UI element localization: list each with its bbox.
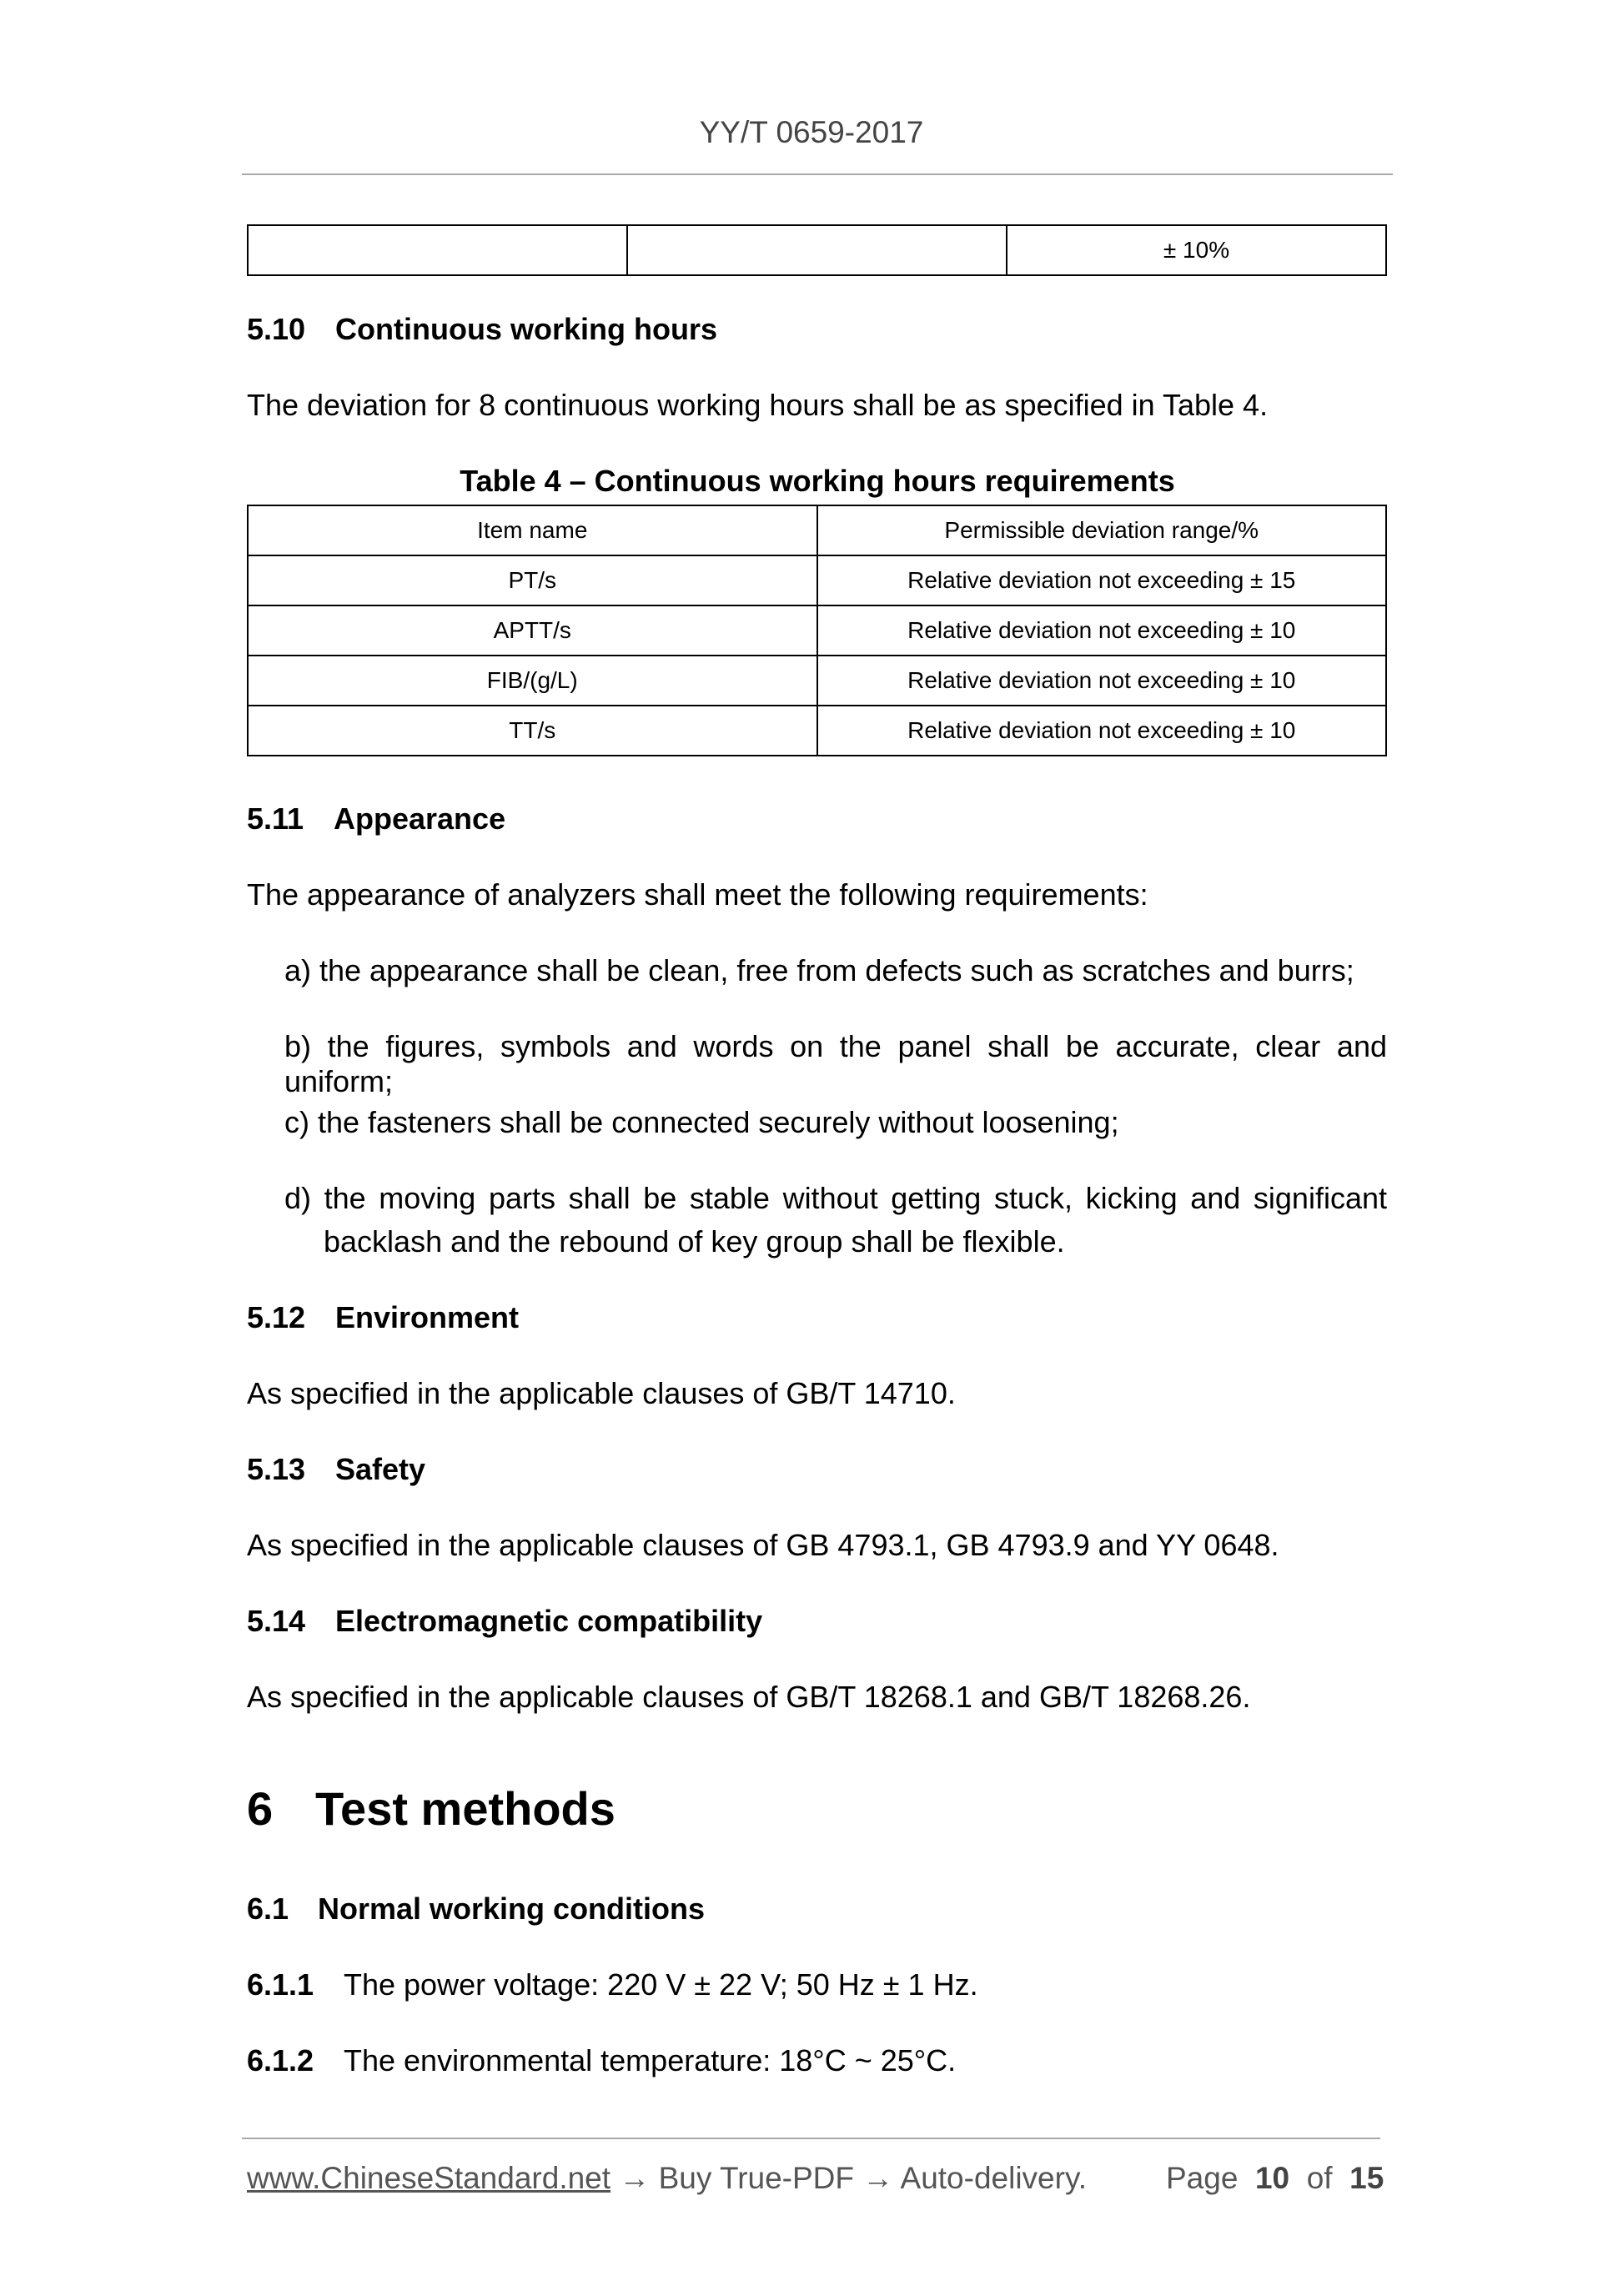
- page-word: Page: [1166, 2161, 1239, 2195]
- table-cell: [248, 225, 627, 275]
- list-item: d) the moving parts shall be stable without getting stuck, kicking and significant: [284, 1181, 1387, 1215]
- page-indicator: [1166, 2161, 1384, 2196]
- section-5-12-text: As specified in the applicable clauses of GB/T 14710.: [247, 1376, 956, 1410]
- table-cell: APTT/s: [248, 605, 817, 656]
- section-5-11-heading: [247, 801, 505, 837]
- clause-text: The environmental temperature: 18°C ~ 25°C.: [344, 2043, 957, 2077]
- list-item: a) the appearance shall be clean, free from defects such as scratches and burrs;: [284, 953, 1354, 987]
- table-cell: Relative deviation not exceeding ± 10: [817, 605, 1387, 656]
- clause-number: 6.1.2: [247, 2043, 314, 2077]
- section-title: Electromagnetic compatibility: [335, 1604, 763, 1638]
- table-cell: Relative deviation not exceeding ± 10: [817, 656, 1387, 706]
- table-cell: ± 10%: [1007, 225, 1386, 275]
- section-5-14-heading: [247, 1604, 762, 1639]
- header-divider: [242, 173, 1393, 175]
- table-header-row: [248, 505, 1386, 555]
- section-number: 5.11: [247, 801, 304, 836]
- section-title: Continuous working hours: [335, 312, 717, 346]
- clause-6-1-1: [247, 1967, 978, 2002]
- section-5-13-heading: [247, 1452, 425, 1487]
- table-cell: PT/s: [248, 555, 817, 605]
- table-cell: Relative deviation not exceeding ± 15: [817, 555, 1387, 605]
- website-link[interactable]: www.ChineseStandard.net: [247, 2161, 611, 2195]
- section-5-10-text: The deviation for 8 continuous working hours shall be as specified in Table 4.: [247, 388, 1269, 422]
- table-4: [247, 505, 1387, 756]
- column-header: Permissible deviation range/%: [817, 505, 1387, 555]
- continued-table: [247, 224, 1387, 276]
- section-number: 5.10: [247, 312, 306, 346]
- table-row: [248, 656, 1386, 706]
- section-title: Environment: [335, 1300, 520, 1334]
- chapter-number: 6: [247, 1782, 274, 1835]
- table-row: [248, 225, 1386, 275]
- clause-6-1-2: [247, 2043, 956, 2078]
- footer-tagline: → Buy True-PDF → Auto-delivery.: [611, 2161, 1087, 2195]
- clause-number: 6.1.1: [247, 1967, 314, 2002]
- clause-text: The power voltage: 220 V ± 22 V; 50 Hz ± 1 Hz.: [344, 1967, 978, 2002]
- table-row: [248, 706, 1386, 756]
- table-row: [248, 605, 1386, 656]
- section-title: Normal working conditions: [318, 1892, 706, 1926]
- section-number: 5.12: [247, 1300, 306, 1334]
- section-5-13-text: As specified in the applicable clauses of GB 4793.1, GB 4793.9 and YY 0648.: [247, 1528, 1279, 1562]
- list-item: b) the figures, symbols and words on the panel shall be accurate, clear and uniform;: [284, 1029, 1387, 1098]
- table-cell: TT/s: [248, 706, 817, 756]
- section-5-14-text: As specified in the applicable clauses of GB/T 18268.1 and GB/T 18268.26.: [247, 1680, 1251, 1714]
- document-id-header: YY/T 0659-2017: [699, 115, 924, 149]
- table-cell: Relative deviation not exceeding ± 10: [817, 706, 1387, 756]
- chapter-6-heading: [247, 1781, 616, 1836]
- table-cell: FIB/(g/L): [248, 656, 817, 706]
- table-cell: [627, 225, 1007, 275]
- page-number: 10: [1254, 2161, 1290, 2195]
- section-number: 5.13: [247, 1452, 306, 1486]
- section-5-10-heading: [247, 312, 717, 347]
- section-5-12-heading: [247, 1300, 519, 1335]
- section-5-11-intro: The appearance of analyzers shall meet the following requirements:: [247, 877, 1148, 912]
- chapter-title: Test methods: [315, 1782, 616, 1835]
- list-item: c) the fasteners shall be connected securely without loosening;: [284, 1105, 1119, 1139]
- section-number: 5.14: [247, 1604, 306, 1638]
- section-number: 6.1: [247, 1892, 289, 1926]
- page-total: 15: [1349, 2161, 1384, 2195]
- of-word: of: [1306, 2161, 1333, 2195]
- section-title: Safety: [335, 1452, 426, 1486]
- table-row: [248, 555, 1386, 605]
- section-6-1-heading: [247, 1892, 705, 1927]
- table-4-caption: Table 4 – Continuous working hours requirements: [460, 464, 1175, 498]
- section-title: Appearance: [334, 801, 506, 836]
- footer-divider: [242, 2138, 1380, 2139]
- footer-promo: [247, 2161, 1087, 2196]
- list-item-continuation: backlash and the rebound of key group shall be flexible.: [324, 1224, 1065, 1259]
- column-header: Item name: [248, 505, 817, 555]
